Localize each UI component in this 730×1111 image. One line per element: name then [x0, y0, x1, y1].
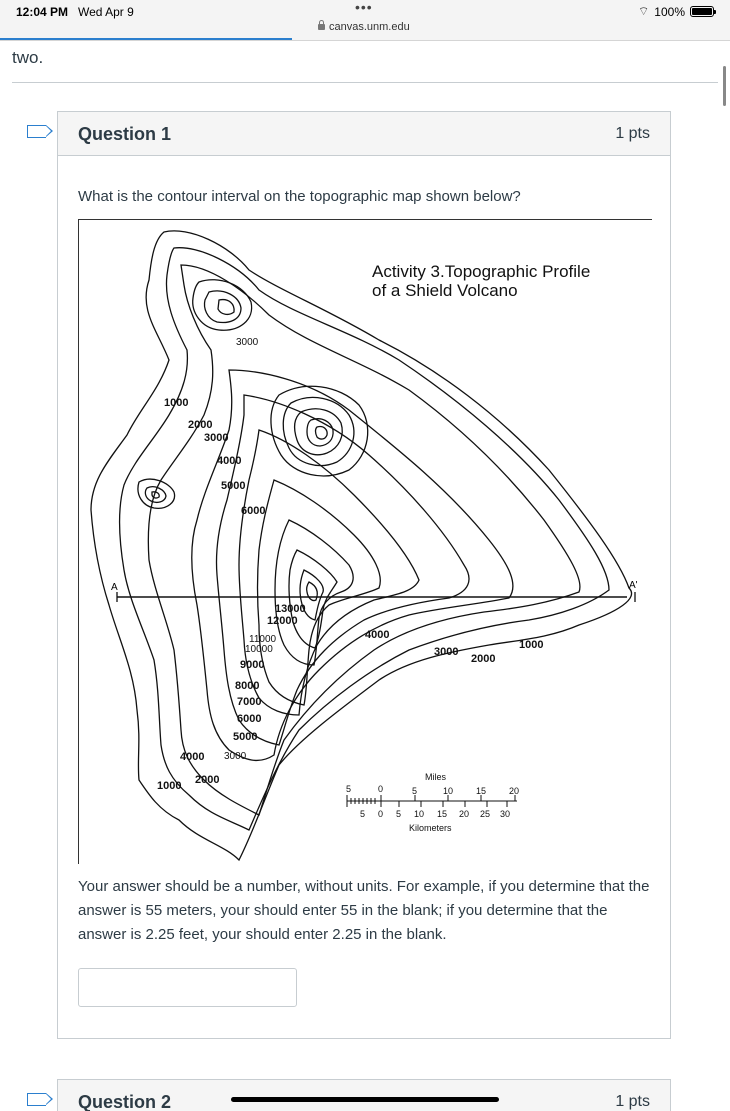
- question-instructions: Your answer should be a number, without units. For example, if you determine that the answer is 55 meters, your should enter 55 in the blank; if you determine that the answer is 2.25 feet, your should enter 2.25 in the blank.: [78, 878, 650, 943]
- profile-end-label: A': [629, 580, 638, 591]
- contour-label: 3000: [204, 432, 229, 444]
- scale-tick: 30: [500, 809, 511, 819]
- contour-label: 6000: [241, 505, 266, 517]
- question-text: What is the contour interval on the topographic map shown below?: [78, 188, 521, 205]
- address-bar[interactable]: [318, 21, 410, 33]
- scale-tick: 10: [414, 809, 425, 819]
- contour-label: 12000: [267, 615, 298, 627]
- contour-label: 7000: [237, 696, 262, 708]
- divider: [12, 82, 718, 83]
- status-indicators: [638, 4, 714, 19]
- scale-tick: 20: [509, 786, 520, 796]
- question-points: 1 pts: [615, 1093, 650, 1110]
- question-1: [57, 111, 671, 1039]
- contour-label: 1000: [519, 639, 544, 651]
- contour-label: 4000: [365, 629, 390, 641]
- browser-menu-dots[interactable]: •••: [355, 0, 373, 15]
- contour-label: 3000: [434, 646, 459, 658]
- scale-tick: 5: [396, 809, 402, 819]
- contour-label: 4000: [180, 751, 205, 763]
- question-points: 1 pts: [615, 125, 650, 142]
- contour-label: 10000: [245, 644, 273, 655]
- contour-label: 2000: [471, 653, 496, 665]
- scale-tick: 0: [378, 809, 384, 819]
- scale-tick: 20: [459, 809, 470, 819]
- scale-tick: 5: [346, 784, 352, 794]
- scale-tick: 15: [476, 786, 487, 796]
- contour-label: 3000: [236, 337, 259, 348]
- scale-tick: 25: [480, 809, 491, 819]
- map-title-line1: Activity 3.Topographic Profile: [372, 262, 591, 281]
- battery-icon: [690, 6, 714, 17]
- contour-label: 4000: [217, 455, 242, 467]
- contour-label: 2000: [195, 774, 220, 786]
- question-header: [58, 112, 670, 156]
- question-title: Question 2: [78, 1092, 172, 1111]
- contour-labels: [157, 337, 543, 792]
- scale-tick: 10: [443, 786, 454, 796]
- contour-label: 6000: [237, 713, 262, 725]
- contour-label: 9000: [240, 659, 265, 671]
- scale-miles-label: Miles: [425, 772, 447, 782]
- scrollbar[interactable]: [723, 66, 726, 106]
- topographic-map-image: [78, 219, 652, 864]
- flag-question-icon[interactable]: [27, 125, 46, 138]
- status-date: Wed Apr 9: [78, 5, 134, 19]
- contour-label: 5000: [233, 731, 258, 743]
- battery-percent: 100%: [654, 4, 685, 19]
- profile-start-label: A: [111, 582, 118, 593]
- status-bar: [0, 0, 730, 40]
- scale-tick: 5: [360, 809, 366, 819]
- contour-label: 8000: [235, 680, 260, 692]
- contour-label: 1000: [157, 780, 182, 792]
- scale-tick: 5: [412, 786, 418, 796]
- question-header: [58, 1080, 670, 1111]
- contour-label: 5000: [221, 480, 246, 492]
- contour-lines: [91, 231, 632, 860]
- scale-km-label: Kilometers: [409, 823, 452, 833]
- map-title-line2: of a Shield Volcano: [372, 281, 518, 300]
- contour-label: 11000: [249, 634, 277, 645]
- previous-question-text: two.: [12, 48, 44, 67]
- contour-label: 3000: [224, 751, 247, 762]
- map-scale-bar: [346, 772, 519, 833]
- question-title: Question 1: [78, 124, 172, 144]
- contour-label: 2000: [188, 419, 213, 431]
- answer-input[interactable]: [78, 968, 297, 1007]
- scale-tick: 0: [378, 784, 384, 794]
- wifi-icon: ⌔: [638, 4, 650, 18]
- lock-icon: [318, 24, 325, 30]
- flag-question-icon[interactable]: [27, 1093, 46, 1106]
- contour-label: 1000: [164, 397, 189, 409]
- contour-label: 13000: [275, 603, 306, 615]
- question-2: [57, 1079, 671, 1111]
- scale-tick: 15: [437, 809, 448, 819]
- home-indicator[interactable]: [231, 1097, 499, 1102]
- url-text: canvas.unm.edu: [329, 21, 410, 33]
- status-time: 12:04 PM: [16, 5, 69, 19]
